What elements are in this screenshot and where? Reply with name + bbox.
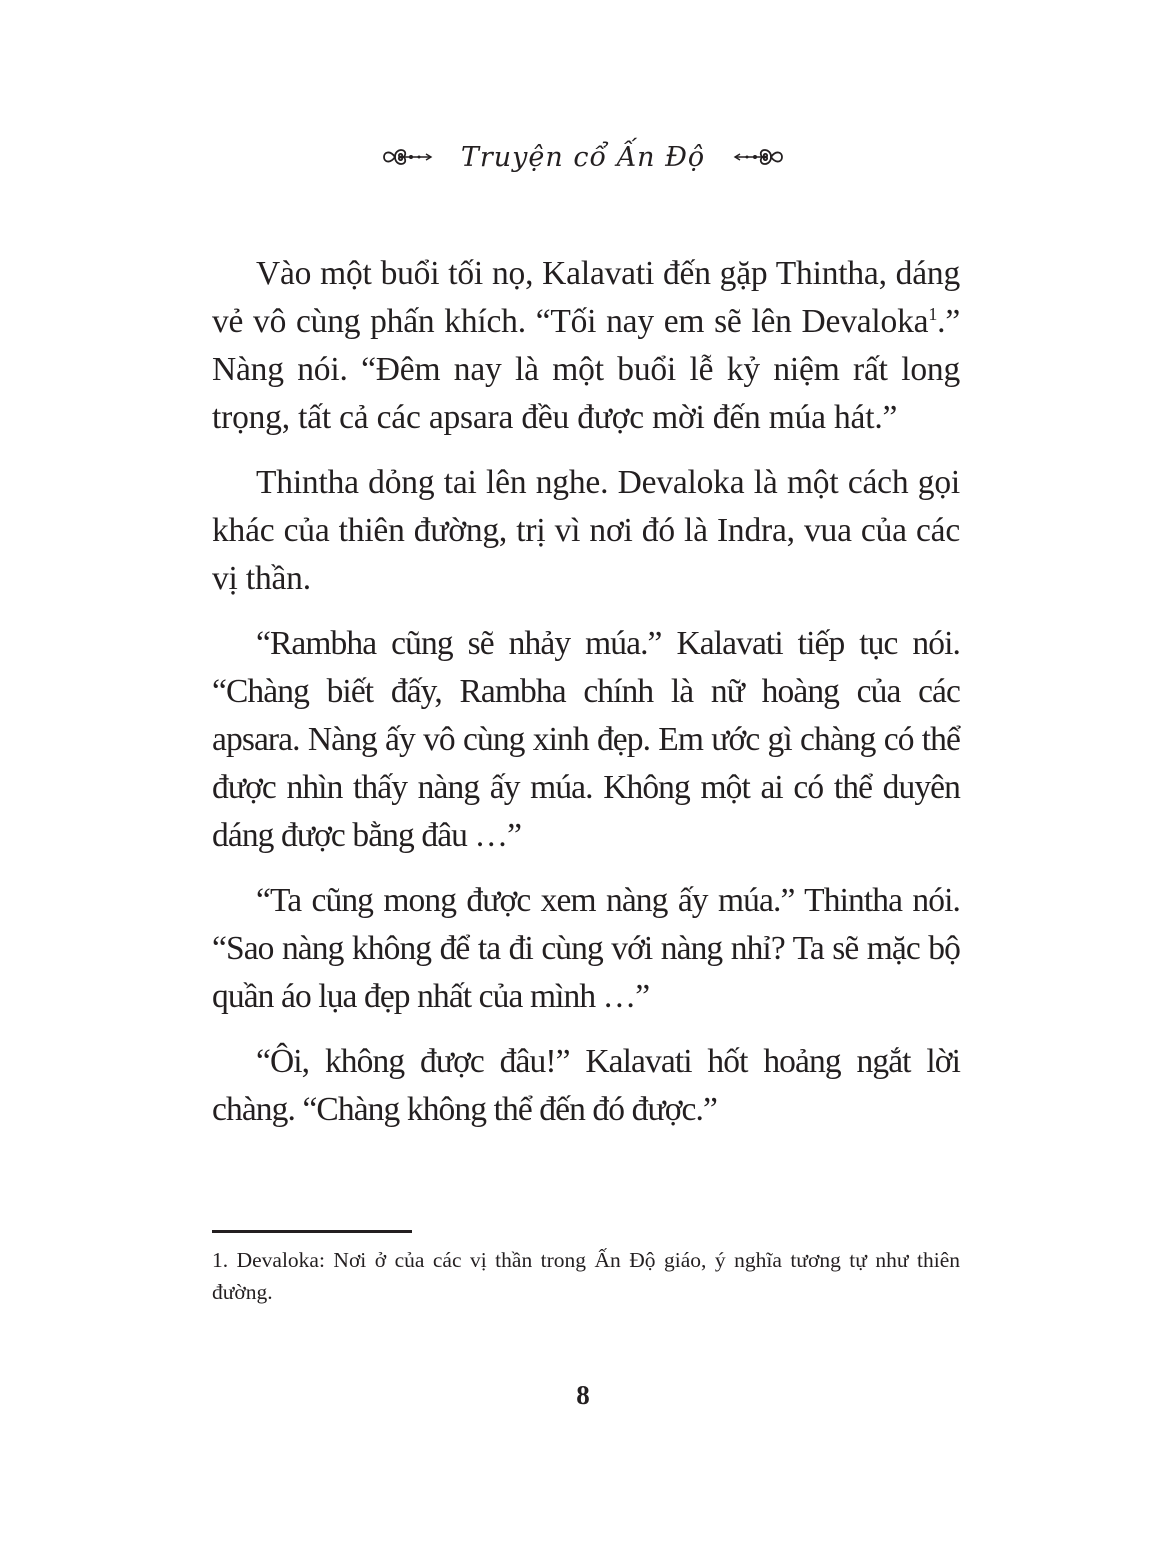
running-header — [0, 132, 1166, 182]
paragraph: Thintha dỏng tai lên nghe. Devaloka là một cách gọi khác của thiên đường, trị vì nơi đó là Indra, vua của các vị thần. — [212, 464, 960, 597]
body-text — [212, 250, 960, 1151]
footnote: 1. Devaloka: Nơi ở của các vị thần trong Ấn Độ giáo, ý nghĩa tương tự như thiên đường. — [212, 1248, 960, 1304]
paragraph: “Ta cũng mong được xem nàng ấy múa.” Thintha nói. “Sao nàng không để ta đi cùng với nàng nhỉ? Ta sẽ mặc bộ quần áo lụa đẹp nhất của mình …” — [212, 882, 960, 1015]
ornament-left-icon — [381, 144, 433, 170]
paragraph: “Rambha cũng sẽ nhảy múa.” Kalavati tiếp tục nói. “Chàng biết đấy, Rambha chính là nữ hoàng của các apsara. Nàng ấy vô cùng xinh đẹp. Em ước gì chàng có thể được nhìn thấy nàng ấy múa. Không một ai có thể duyên dáng được bằng đâu …” — [212, 625, 960, 854]
ornament-right-icon — [733, 144, 785, 170]
paragraph: Vào một buổi tối nọ, Kalavati đến gặp Thintha, dáng vẻ vô cùng phấn khích. “Tối nay em sẽ lên Devaloka$^1$.” Nàng nói. “Đêm nay là một buổi lễ kỷ niệm rất long trọng, tất cả các apsara đều được mời đến múa hát.” — [212, 255, 960, 436]
page-number: 8 — [576, 1380, 590, 1410]
running-header-title: Truyện cổ Ấn Độ — [460, 141, 706, 173]
footnote-marker[interactable]: 1 — [928, 304, 938, 324]
paragraph: “Ôi, không được đâu!” Kalavati hốt hoảng ngắt lời chàng. “Chàng không thể đến đó được.” — [212, 1043, 960, 1128]
footnote-divider — [212, 1230, 412, 1233]
